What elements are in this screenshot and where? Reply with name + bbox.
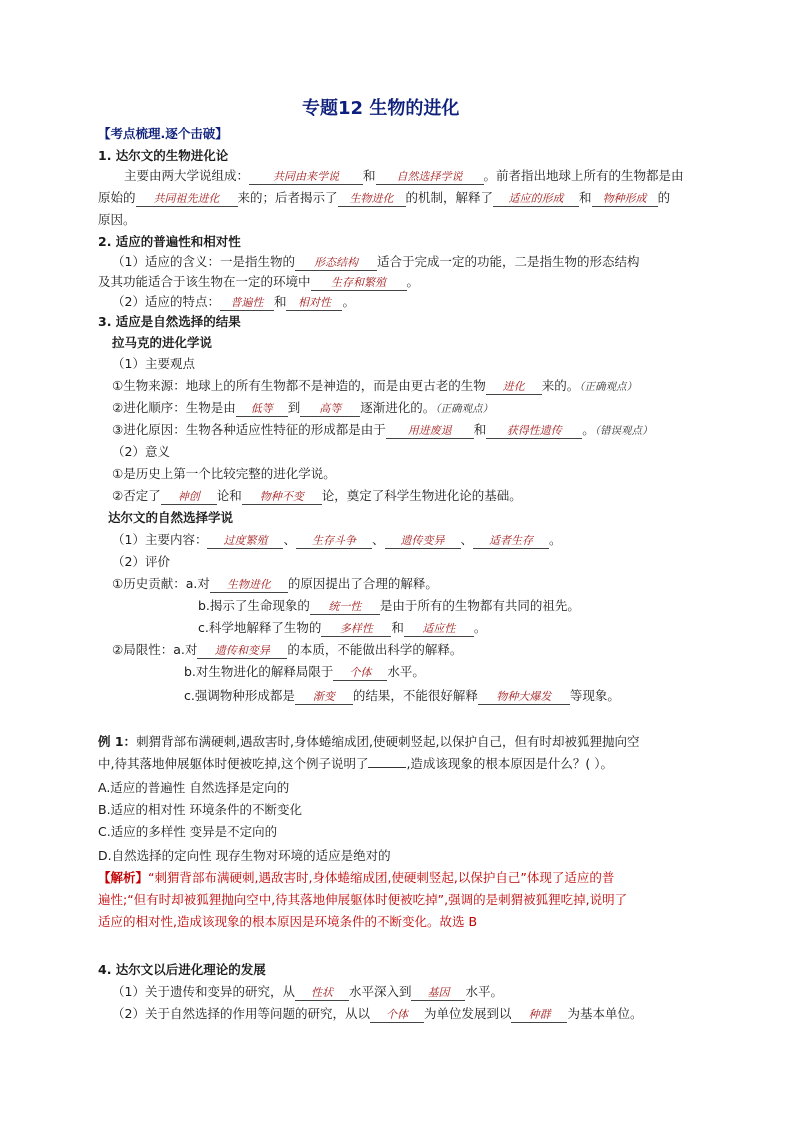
answer-blank: 用进废退	[386, 423, 474, 439]
lamarck-point-2: ②进化顺序：生物是由 低等 到 高等 逐渐进化的。（正确观点）	[112, 400, 493, 415]
option-b: B.适应的相对性 环境条件的不断变化	[98, 802, 303, 817]
lamarck-significance-1: ①是历史上第一个比较完整的进化学说。	[112, 466, 336, 481]
darwin-content: （1）主要内容： 过度繁殖 、 生存斗争 、 遗传变异 、 适者生存 。	[112, 532, 562, 547]
s4-line-2: （2）关于自然选择的作用等问题的研究，从以 个体 为单位发展到以 种群 为基本单位。	[112, 1006, 643, 1021]
section-4-heading: 4. 达尔文以后进化理论的发展	[98, 962, 266, 977]
lamarck-point-3: ③进化原因：生物各种适应性特征的形成都是由于 用进废退 和 获得性遗传 。（错误观点）	[112, 422, 653, 437]
s2-line-2: 及其功能适合于该生物在一定的环境中 生存和繁殖 。	[98, 274, 420, 289]
answer-blank: 生物进化	[210, 577, 288, 593]
darwin-heading: 达尔文的自然选择学说	[108, 510, 234, 525]
section-header: 【考点梳理.逐个击破】	[98, 126, 228, 141]
answer-blank: 获得性遗传	[486, 423, 582, 439]
answer-blank: 性状	[295, 985, 349, 1001]
answer-blank: 共同由来学说	[249, 169, 363, 185]
answer-blank: 相对性	[286, 295, 342, 311]
answer-blank: 适应的形成	[493, 191, 579, 207]
lamarck-significance-2: ②否定了 神创 论和 物种不变 论，奠定了科学生物进化论的基础。	[112, 488, 522, 503]
answer-blank: 生物进化	[338, 191, 406, 207]
example-question-line-2: 中,待其落地伸展躯体时便被吃掉,这个例子说明了 ,造成该现象的根本原因是什么？( ）。	[98, 756, 614, 771]
answer-blank: 物种形成	[592, 191, 658, 207]
option-c: C.适应的多样性 变异是不定向的	[98, 824, 278, 839]
answer-blank: 共同祖先进化	[136, 191, 238, 207]
darwin-limitation-c: c.强调物种形成都是 渐变 的结果，不能很好解释 物种大爆发 等现象。	[184, 688, 620, 703]
answer-blank: 基因	[411, 985, 465, 1001]
answer-blank: 自然选择学说	[376, 169, 484, 185]
answer-blank: 渐变	[295, 689, 353, 705]
answer-blank: 遗传变异	[385, 533, 461, 549]
section-3-heading: 3. 适应是自然选择的结果	[98, 314, 241, 329]
answer-blank: 个体	[370, 1007, 424, 1023]
answer-blank: 物种大爆发	[478, 689, 570, 705]
analysis-line-3: 适应的相对性,造成该现象的根本原因是环境条件的不断变化。故选 B	[98, 914, 478, 929]
s4-line-1: （1）关于遗传和变异的研究，从 性状 水平深入到 基因 水平。	[112, 984, 503, 999]
answer-blank: 低等	[236, 401, 288, 417]
answer-blank: 物种不变	[242, 489, 322, 505]
darwin-contribution-b: b.揭示了生命现象的 统一性 是由于所有的生物都有共同的祖先。	[198, 598, 580, 613]
answer-blank: 生存斗争	[296, 533, 372, 549]
option-a: A.适应的普遍性 自然选择是定向的	[98, 780, 290, 795]
s1-line-1: 主要由两大学说组成： 共同由来学说 和 自然选择学说 。前者指出地球上所有的生物都是由	[124, 168, 684, 183]
darwin-contribution-c: c.科学地解释了生物的 多样性 和 适应性 。	[198, 620, 487, 635]
answer-blank: 遗传和变异	[197, 643, 287, 659]
analysis-line-1: 【解析】“刺猬背部布满硬刺,遇敌害时,身体蜷缩成团,使硬刺竖起,以保护自己”体现了适应的普	[98, 870, 615, 885]
answer-blank: 形态结构	[295, 255, 377, 271]
answer-blank: 种群	[511, 1007, 567, 1023]
darwin-contribution-a: ①历史贡献：a.对 生物进化 的原因提出了合理的解释。	[112, 576, 438, 591]
darwin-limitation-b: b.对生物进化的解释局限于 个体 水平。	[184, 664, 425, 679]
s2-line-3: （2）适应的特点： 普遍性 和 相对性 。	[112, 294, 355, 309]
answer-blank: 多样性	[321, 621, 391, 637]
answer-blank: 过度繁殖	[207, 533, 283, 549]
lamarck-points-label: （1）主要观点	[112, 356, 195, 371]
s1-line-2: 原始的 共同祖先进化 来的；后者揭示了 生物进化 的机制，解释了 适应的形成 和 物种形成 的	[98, 190, 671, 205]
s1-line-3: 原因。	[98, 212, 136, 227]
answer-blank: 神创	[161, 489, 217, 505]
lamarck-point-1: ①生物来源：地球上的所有生物都不是神造的，而是由更古老的生物 进化 来的。（正确观点）	[112, 378, 637, 393]
answer-blank: 生存和繁殖	[311, 275, 407, 291]
answer-blank: 进化	[486, 379, 542, 395]
section-1-heading: 1. 达尔文的生物进化论	[98, 148, 229, 163]
answer-blank: 统一性	[310, 599, 380, 615]
answer-blank: 适应性	[404, 621, 474, 637]
answer-blank: 个体	[333, 665, 387, 681]
question-blank	[368, 767, 406, 768]
option-d: D.自然选择的定向性 现存生物对环境的适应是绝对的	[98, 848, 391, 863]
lamarck-heading: 拉马克的进化学说	[112, 335, 213, 350]
analysis-line-2: 遍性;“但有时却被狐狸抛向空中,待其落地伸展躯体时便被吃掉”,强调的是刺猬被狐狸吃掉,说明了	[98, 892, 628, 907]
example-question-line-1: 例 1：刺猬背部布满硬刺,遇敌害时,身体蜷缩成团,使硬刺竖起,以保护自己，但有时却被狐狸抛向空	[98, 734, 640, 749]
page-title: 专题12 生物的进化	[302, 98, 460, 119]
section-2-heading: 2. 适应的普遍性和相对性	[98, 234, 241, 249]
darwin-limitation-a: ②局限性：a.对 遗传和变异 的本质，不能做出科学的解释。	[112, 642, 463, 657]
darwin-evaluation-label: （2）评价	[112, 554, 170, 569]
answer-blank: 普遍性	[220, 295, 274, 311]
answer-blank: 适者生存	[473, 533, 549, 549]
s2-line-1: （1）适应的含义：一是指生物的 形态结构 适合于完成一定的功能，二是指生物的形态结构	[112, 254, 640, 269]
answer-blank: 高等	[300, 401, 360, 417]
lamarck-significance-label: （2）意义	[112, 444, 170, 459]
